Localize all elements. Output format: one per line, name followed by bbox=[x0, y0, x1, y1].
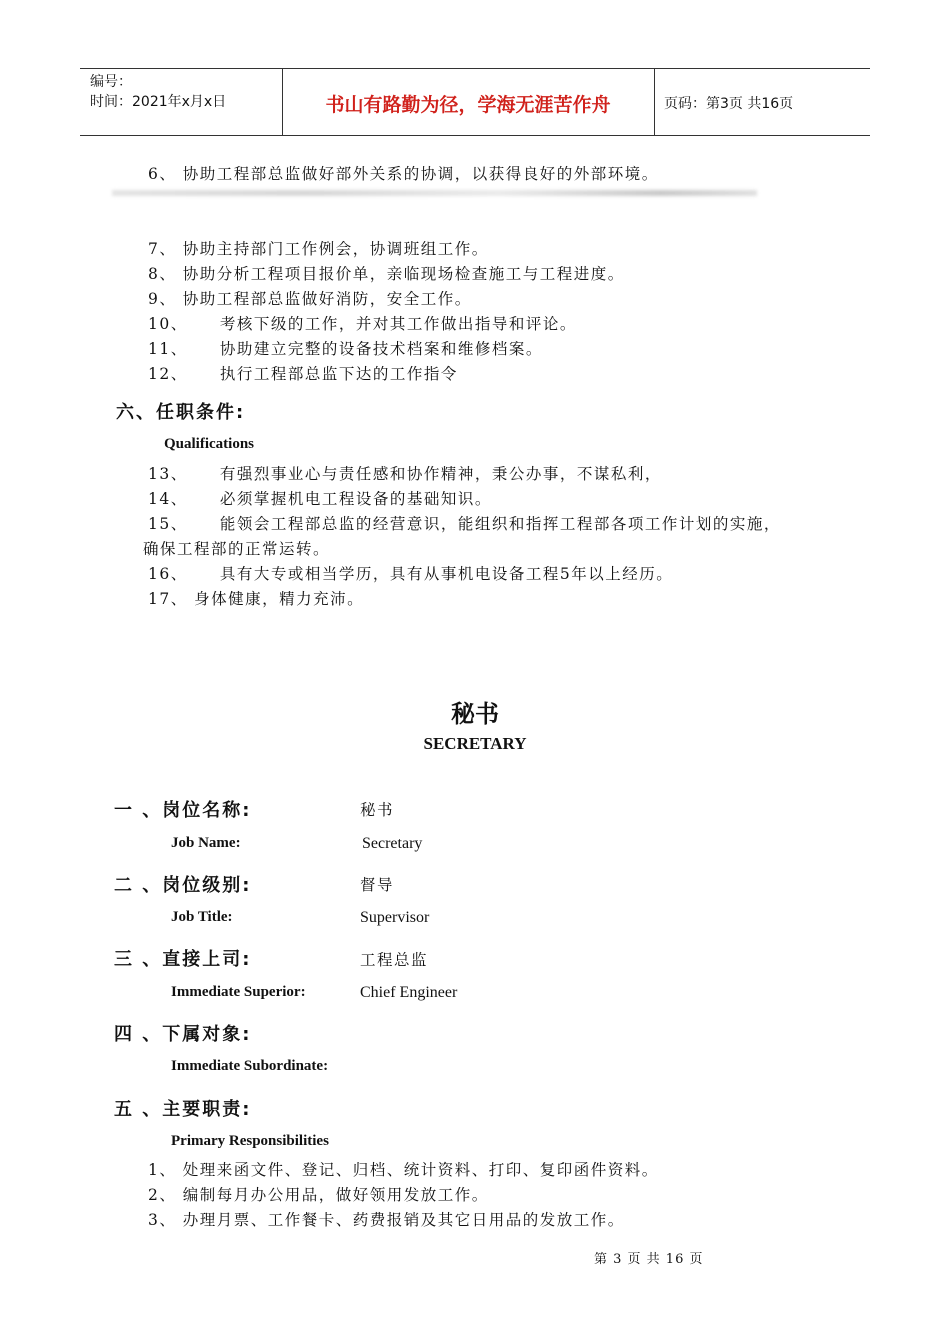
section-job-name: 一 、岗位名称: bbox=[114, 800, 252, 821]
section-subordinate: 四 、下属对象: bbox=[114, 1024, 252, 1045]
superior-value-en: Chief Engineer bbox=[360, 984, 458, 1001]
job-level-label-en: Job Title: bbox=[171, 909, 233, 925]
section-responsibilities: 五 、主要职责: bbox=[114, 1099, 252, 1120]
job-level-value: 督导 bbox=[360, 876, 395, 894]
qualification-item: 16、 具有大专或相当学历，具有从事机电设备工程5年以上经历。 bbox=[148, 565, 674, 583]
qualification-item: 14、 必须掌握机电工程设备的基础知识。 bbox=[148, 490, 492, 508]
duty-item: 8、 协助分析工程项目报价单，亲临现场检查施工与工程进度。 bbox=[148, 265, 625, 283]
responsibility-item: 3、 办理月票、工作餐卡、药费报销及其它日用品的发放工作。 bbox=[148, 1211, 625, 1229]
doc-number-label: 编号： bbox=[90, 74, 132, 90]
header-bottom-border bbox=[80, 135, 870, 136]
job-title-en: SECRETARY bbox=[423, 734, 527, 753]
scan-artifact bbox=[112, 190, 757, 196]
job-name-label-en: Job Name: bbox=[171, 835, 241, 851]
duty-item: 9、 协助工程部总监做好消防，安全工作。 bbox=[148, 290, 472, 308]
page-footer: 第 3 页 共 16 页 bbox=[594, 1252, 704, 1267]
doc-date-label: 时间：2021年x月x日 bbox=[90, 94, 227, 110]
header-meta bbox=[90, 72, 226, 112]
job-title-cn: 秘书 bbox=[451, 700, 499, 728]
qualifications-heading: 六、任职条件: bbox=[116, 402, 246, 423]
duty-item: 11、 协助建立完整的设备技术档案和维修档案。 bbox=[148, 340, 543, 358]
qualification-item: 17、 身体健康，精力充沛。 bbox=[148, 590, 365, 608]
header-page-info: 页码：第3页 共16页 bbox=[664, 96, 794, 112]
superior-value: 工程总监 bbox=[360, 951, 429, 969]
header-divider-right bbox=[654, 68, 655, 136]
duty-item: 12、 执行工程部总监下达的工作指令 bbox=[148, 365, 458, 383]
job-level-value-en: Supervisor bbox=[360, 909, 430, 926]
qualification-item: 13、 有强烈事业心与责任感和协作精神，秉公办事，不谋私利， bbox=[148, 465, 662, 483]
subordinate-label-en: Immediate Subordinate: bbox=[171, 1058, 329, 1074]
section-job-level: 二 、岗位级别: bbox=[114, 875, 252, 896]
superior-label-en: Immediate Superior: bbox=[171, 984, 306, 1000]
qualifications-heading-en: Qualifications bbox=[164, 436, 255, 452]
duty-item: 6、 协助工程部总监做好部外关系的协调，以获得良好的外部环境。 bbox=[148, 165, 659, 183]
job-name-value-en: Secretary bbox=[362, 835, 423, 852]
responsibility-item: 1、 处理来函文件、登记、归档、统计资料、打印、复印函件资料。 bbox=[148, 1161, 659, 1179]
responsibilities-label-en: Primary Responsibilities bbox=[171, 1133, 329, 1149]
duty-item: 10、 考核下级的工作，并对其工作做出指导和评论。 bbox=[148, 315, 577, 333]
duty-item: 7、 协助主持部门工作例会，协调班组工作。 bbox=[148, 240, 489, 258]
header-top-border bbox=[80, 68, 870, 69]
responsibility-item: 2、 编制每月办公用品，做好领用发放工作。 bbox=[148, 1186, 489, 1204]
section-superior: 三 、直接上司: bbox=[114, 949, 252, 970]
qualification-item: 15、 能领会工程部总监的经营意识，能组织和指挥工程部各项工作计划的实施， bbox=[148, 515, 781, 533]
job-name-value: 秘书 bbox=[360, 801, 395, 819]
qualification-item-continued: 确保工程部的正常运转。 bbox=[143, 540, 331, 558]
header-motto: 书山有路勤为径，学海无涯苦作舟 bbox=[325, 94, 611, 116]
